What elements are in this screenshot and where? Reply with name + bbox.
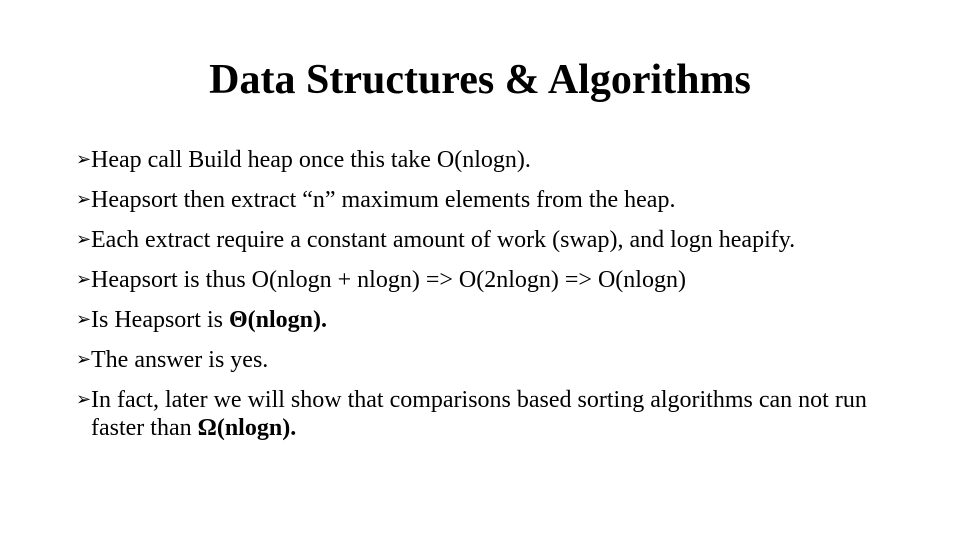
bullet-text: Heap call Build heap once this take O(nlogn). [91,147,531,173]
bullet-item [76,346,896,374]
slide-title: Data Structures & Algorithms [209,57,751,103]
arrowhead-bullet-icon: ➢ [76,389,92,410]
bullet-text: In fact, later we will show that comparisons based sorting algorithms can not run faster than Ω(nlogn). [91,387,867,441]
theta-notation: Θ(nlogn). [228,307,327,333]
bullet-item [76,186,896,214]
arrowhead-bullet-icon: ➢ [76,189,92,210]
arrowhead-bullet-icon: ➢ [76,149,92,170]
bullet-item [76,266,896,294]
bullet-text: Each extract require a constant amount of work (swap), and logn heapify. [91,227,796,253]
bullet-item [76,146,896,174]
bullet-text: Is Heapsort is Θ(nlogn). [91,307,327,333]
bullet-text: The answer is yes. [91,347,269,373]
bullet-item [76,306,896,334]
bullet-item [76,226,896,254]
omega-notation: Ω(nlogn). [197,415,297,441]
arrowhead-bullet-icon: ➢ [76,349,92,370]
bullet-text: Heapsort is thus O(nlogn + nlogn) => O(2nlogn) => O(nlogn) [91,267,686,293]
bullet-list [76,146,896,454]
arrowhead-bullet-icon: ➢ [76,309,92,330]
arrowhead-bullet-icon: ➢ [76,229,92,250]
bullet-text: Heapsort then extract “n” maximum elements from the heap. [91,187,676,213]
bullet-item [76,386,896,442]
arrowhead-bullet-icon: ➢ [76,269,92,290]
